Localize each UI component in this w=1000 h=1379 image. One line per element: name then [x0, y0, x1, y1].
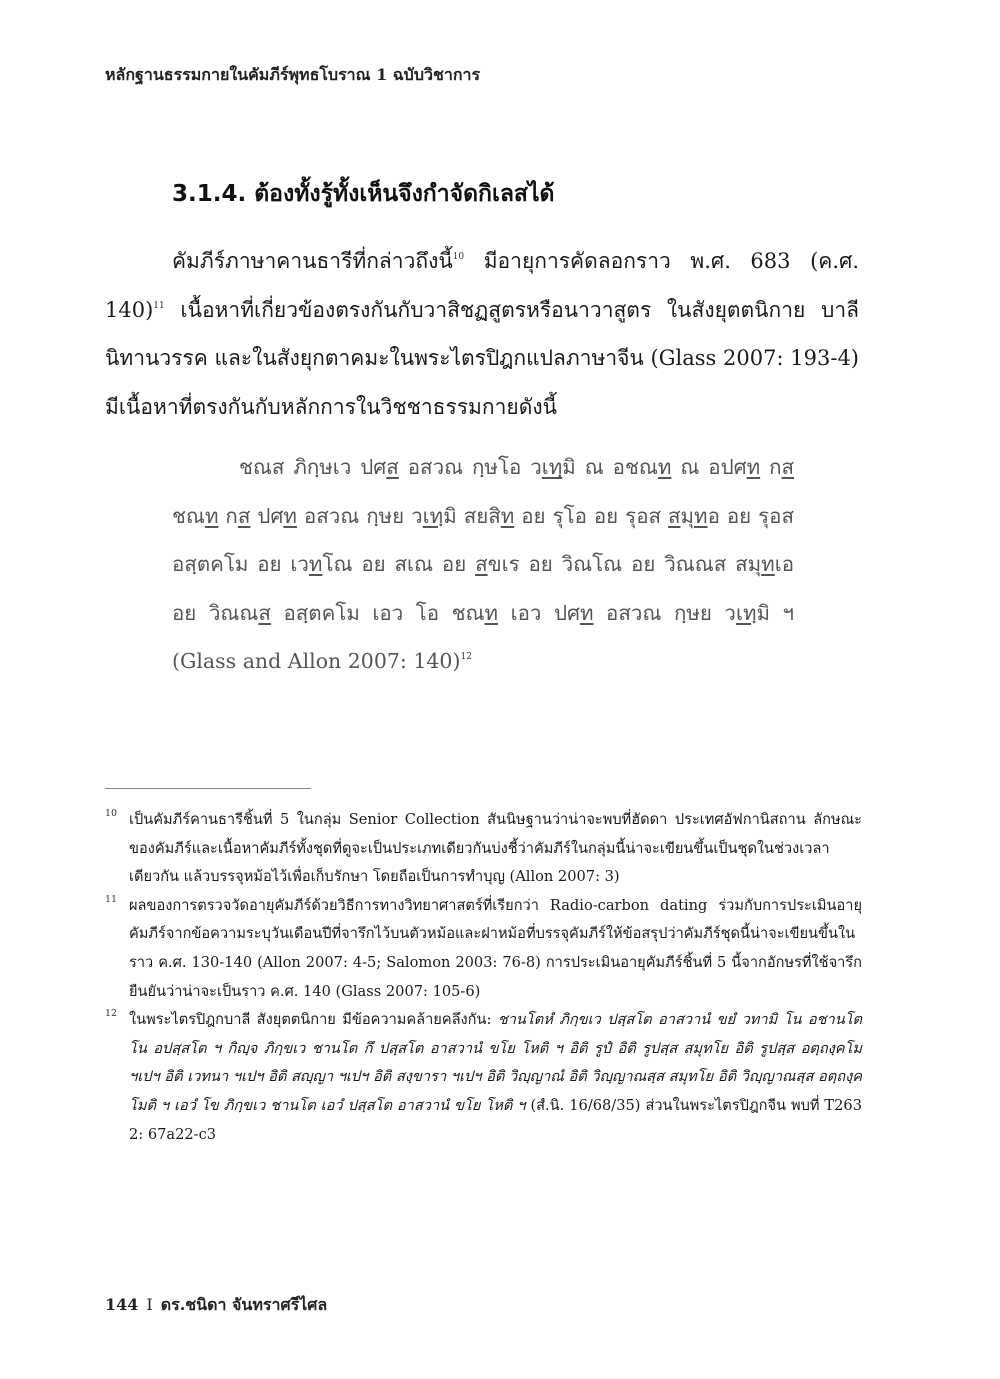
author-name: ดร.ชนิดา จันทราศรีไศล: [160, 1295, 328, 1314]
quote-segment: เอ อย วิณณ: [172, 552, 795, 625]
quote-segment: เอว ปศ: [498, 600, 580, 625]
paragraph-text: เนื้อหาที่เกี่ยวข้องตรงกันกับวาสิชฏสูตรหรือนาวาสูตร ในสังยุตตนิกาย บาลี นิทานวรรค และในสังยุกตาคมะในพระไตรปิฎกแปลภาษาจีน (Glass 2007: 193-4) มีเนื้อหาที่ตรงกันกับหลักการในวิชชาธรรมกายดังนี้: [105, 297, 859, 419]
quote-segment: อสฺตคโม เอว โอ ชณ: [270, 600, 485, 625]
quote-underlined: เทฺ: [735, 600, 757, 625]
footnote-10: [105, 806, 862, 892]
quote-segment: ชณ: [172, 503, 205, 528]
footnote-11: [105, 892, 862, 1006]
quote-segment: ปศ: [250, 503, 284, 528]
paragraph-text: คัมภีร์ภาษาคานธารีที่กล่าวถึงนี้: [172, 249, 453, 273]
quote-underlined: ท: [694, 503, 708, 528]
quote-underlined: ท: [283, 503, 297, 528]
footnote-number: 12: [105, 1008, 118, 1020]
quote-underlined: ส: [475, 552, 488, 576]
quote-segment: อย รุโอ อย รุอส: [514, 503, 669, 528]
quote-segment: ก: [218, 503, 238, 528]
quote-underlined: ส: [237, 503, 251, 528]
footnote-pali-italic: ชานโตหํ ภิกฺขเว ปสฺสโต อาสวานํ ขยํ วทามิ โน อชานโต โน อปสฺสโต ฯ กิญฺจ ภิกฺขเว ชานโต กึ ปสฺสโต อาสวานํ ขโย โหติ ฯ อิติ รูปํ อิติ รูปสฺส สมุทโย อิติ รูปสฺส อตฺถงฺคโม ฯเปฯ อิติ เวทนา ฯเปฯ อิติ สญฺญา ฯเปฯ อิติ สงฺขารา ฯเปฯ อิติ วิญฺญาณํ อิติ วิญฺญาณสฺส สมุทโย อิติ วิญฺญาณสฺส อตฺถงฺคโมติ ฯ เอวํ โข ภิกฺขเว ชานโต เอวํ ปสฺสโต อาสวานํ ขโย โหติ ฯ: [129, 1011, 863, 1114]
footnote-ref-11[interactable]: 11: [153, 300, 165, 311]
paragraph-text: มีอายุการคัดลอกราว พ.ศ. 683 (ค.ศ. 140): [105, 249, 859, 322]
quote-segment: โณ อย สเณ อย: [322, 552, 476, 576]
quote-underlined: ส: [668, 503, 681, 528]
footnote-text: เป็นคัมภีร์คานธารีชิ้นที่ 5 ในกลุ่ม Senior Collection สันนิษฐานว่าน่าจะพบที่ฮัดดา ประเทศอัฟกานิสถาน ลักษณะของคัมภีร์และเนื้อหาคัมภีร์ทั้งชุดที่ดูจะเป็นประเภทเดียวกันบ่งชี้ว่าคัมภีร์ในกลุ่มนี้น่าจะเขียนขึ้นเป็นชุดในช่วงเวลาเดียวกัน แล้วบรรจุหม้อไว้เพื่อเก็บรักษา โดยถือเป็นการทำบุญ (Allon 2007: 3): [129, 811, 862, 886]
quote-segment: อสวณ กฺษโอ ว: [398, 455, 542, 479]
footnote-12: [105, 1006, 862, 1149]
quote-underlined: ส: [258, 600, 271, 625]
quote-underlined: ท: [308, 552, 323, 576]
quote-underlined: เทฺ: [422, 503, 444, 528]
quote-segment: มุ: [680, 503, 695, 528]
footer-separator: I: [146, 1295, 153, 1314]
quote-segment: ขเร อย วิณโณ อย วิณณส สมุ: [487, 552, 762, 576]
quote-underlined: ท: [746, 455, 761, 479]
quote-underlined: ท: [761, 552, 775, 576]
footnotes: [105, 806, 862, 1149]
quote-underlined: ท: [204, 503, 219, 528]
quote-underlined: ท: [580, 600, 594, 625]
footnote-text: ผลของการตรวจวัดอายุคัมภีร์ด้วยวิธีการทางวิทยาศาสตร์ที่เรียกว่า Radio-carbon dating ร่วมกับการประเมินอายุคัมภีร์จากข้อความระบุวันเดือนปีที่จารึกไว้บนตัวหม้อและฝาหม้อที่บรรจุคัมภีร์ให้ข้อสรุปว่าคัมภีร์ชุดนี้น่าจะเขียนขึ้นในราว ค.ศ. 130-140 (Allon 2007: 4-5; Salomon 2003: 76-8) การประเมินอายุคัมภีร์ชิ้นที่ 5 นี้จากอักษรที่ใช้จารึกยืนยันว่าน่าจะเป็นราว ค.ศ. 140 (Glass 2007: 105-6): [129, 896, 862, 1000]
section-heading: 3.1.4. ต้องทั้งรู้ทั้งเห็นจึงกำจัดกิเลสได้: [172, 181, 555, 207]
body-paragraph: [105, 237, 859, 431]
running-header: หลักฐานธรรมกายในคัมภีร์พุทธโบราณ 1 ฉบับวิชาการ: [105, 65, 481, 84]
quote-segment: มิ สยสิ: [443, 503, 501, 528]
footnote-number: 10: [105, 808, 118, 819]
quote-segment: ณ อปศ: [671, 455, 747, 479]
quote-segment: อสวณ กฺษย ว: [296, 503, 423, 528]
footnote-text: (สํ.นิ. 16/68/35) ส่วนในพระไตรปิฎกจีน พบที่ T263 2: 67a22-c3: [129, 1096, 863, 1143]
quote-segment: ชณส ภิกฺษเว ปศ: [239, 455, 387, 479]
quote-segment: มิ ณ อชณ: [562, 455, 658, 479]
quote-segment: มิ ฯ (Glass and Allon 2007: 140): [172, 600, 795, 673]
page-footer: [105, 1293, 327, 1318]
footnote-text: ในพระไตรปิฎกบาลี สังยุตตนิกาย มีข้อความคล้ายคลึงกัน:: [129, 1011, 498, 1029]
footnote-ref-10[interactable]: 10: [452, 252, 465, 262]
gandhari-quotation: [172, 443, 794, 686]
footnote-number: 11: [105, 893, 118, 905]
page-number: 144: [105, 1295, 139, 1314]
quote-underlined: เทฺ: [541, 455, 563, 479]
footnote-divider: [105, 788, 311, 789]
quote-underlined: ส: [781, 455, 794, 479]
footnote-ref-12[interactable]: 12: [460, 652, 472, 662]
quote-underlined: ท: [500, 503, 515, 528]
quote-underlined: ท: [484, 600, 499, 625]
quote-segment: อสวณ กฺษย ว: [593, 600, 736, 625]
quote-underlined: ส: [386, 455, 399, 479]
quote-segment: ก: [760, 455, 782, 479]
quote-underlined: ท: [657, 455, 672, 479]
quote-segment: อ อย รุอส อสฺตคโม อย เว: [172, 503, 795, 576]
